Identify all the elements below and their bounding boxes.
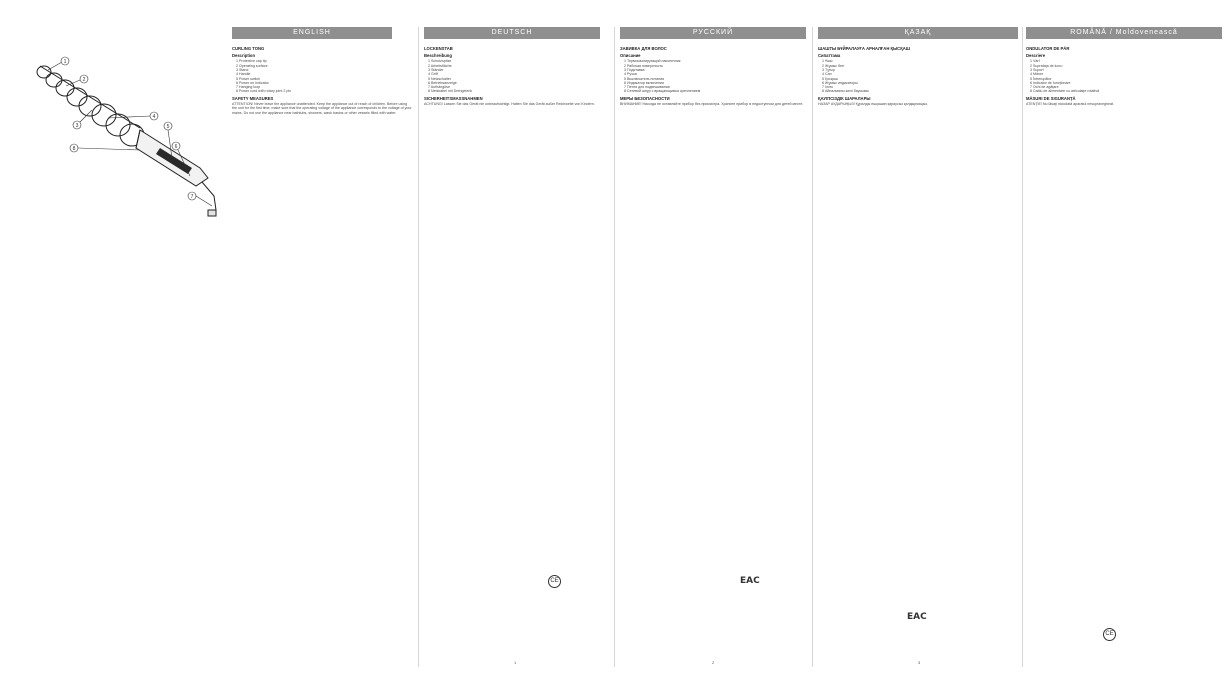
callout-markers	[61, 57, 196, 200]
body-text: ATTENTION! Never leave the appliance unattended. Keep the appliance out of reach of children. Before using the unit for the first time, make sure that the operating voltage of the appliance corresponds to the voltage of your mains. Do not use the appliance near bathtubs, showers, wash basins or other vessels filled with water.	[232, 101, 412, 115]
subheading: SICHERHEITSMASSNAHMEN	[424, 95, 483, 101]
callout-1: 1	[63, 59, 67, 65]
list-item: 5 Netzschalter	[428, 76, 451, 81]
list-item: 3 Suport	[1030, 68, 1044, 72]
list-item: 8 Сетевой шнур с вращающимся креплением	[624, 89, 701, 94]
list-item: 8 Netzkabel mit Drehgelenk	[428, 89, 473, 94]
page-number: 2	[712, 660, 715, 665]
fold-line	[418, 27, 419, 667]
eac-mark-icon: EAC	[907, 612, 927, 622]
callout-2: 2	[82, 77, 86, 83]
list-item: 5 Выключатель питания	[624, 76, 665, 81]
list-item: 1 Protective cap tip	[236, 59, 267, 64]
list-item: 8 Power cord with rotary joint 2 pin	[236, 89, 292, 94]
list-item: 8 Айналмалы желі баусымы	[822, 89, 869, 94]
subheading: Description	[232, 53, 256, 59]
subheading: Descriere	[1026, 53, 1046, 59]
section-title: ҚАЗАҚ	[904, 29, 932, 36]
subheading: Beschreibung	[424, 53, 452, 59]
heading: LOCKENSTAB	[424, 46, 453, 51]
callout-5: 5	[166, 124, 170, 130]
callout-7: 7	[190, 194, 194, 200]
section-band-deutsch	[424, 27, 600, 39]
callout-8: 8	[72, 146, 76, 152]
heading: ЗАВИВКА ДЛЯ ВОЛОС	[620, 46, 667, 51]
list-item: 7 Ochi de agăţare	[1030, 85, 1059, 90]
list-item: 5 Întrerupător	[1030, 76, 1052, 81]
subheading: MĂSURI DE SIGURANŢĂ	[1026, 95, 1076, 101]
section-title: ROMÂNĂ / Moldovenească	[1070, 29, 1178, 36]
subheading: Сипаттама	[818, 53, 841, 59]
list-item: 4 Handle	[236, 72, 251, 77]
column-romanian	[1026, 44, 1222, 694]
list-item: 7 Hanging loop	[236, 85, 261, 90]
subheading: SAFETY MEASURES	[232, 95, 274, 101]
list-item: 2 Жұмыс беті	[822, 63, 845, 68]
list-item: 1 Vârf	[1030, 59, 1040, 64]
eac-mark-icon: EAC	[740, 576, 760, 586]
list-item: 2 Arbeitsfläche	[428, 63, 452, 68]
callout-3: 3	[75, 123, 79, 129]
subheading: МЕРЫ БЕЗОПАСНОСТИ	[620, 95, 670, 101]
list-item: 4 Ручка	[624, 72, 637, 77]
subheading: Описание	[620, 53, 641, 59]
callout-6: 6	[174, 144, 178, 150]
list-item: 2 Operating surface	[236, 63, 268, 68]
ce-mark-icon: CE	[548, 575, 561, 588]
body-text: ВНИМАНИЕ! Никогда не оставляйте прибор без присмотра. Храните прибор в недоступном для детей месте.	[620, 101, 804, 106]
heading: ШАШТЫ БҰЙРАЛАУҒА АРНАЛҒАН ҚЫСҚАШ	[818, 46, 910, 51]
list-item: 4 Griff	[428, 72, 438, 77]
section-title: DEUTSCH	[491, 29, 533, 36]
section-band-romanian	[1026, 27, 1222, 39]
body-text: НАЗАР АУДАРЫҢЫЗ! Құралды ешқашан қараусыз қалдырмаңыз.	[818, 101, 928, 106]
page-number: 3	[918, 660, 921, 665]
list-item: 4 Mâner	[1030, 72, 1044, 77]
curling-barrel	[37, 66, 144, 146]
list-item: 2 Рабочая поверхность	[624, 63, 663, 68]
list-item: 4 Сап	[822, 72, 832, 77]
column-kazakh	[818, 44, 1016, 694]
section-band-english	[232, 27, 392, 39]
product-illustration	[0, 0, 230, 694]
heading: CURLING TONG	[232, 46, 265, 51]
list-item: 1 Schutzspitze	[428, 59, 452, 64]
list-item: 2 Suprafaţa de lucru	[1030, 63, 1063, 68]
list-item: 6 Индикатор включения	[624, 80, 664, 85]
list-item: 6 Жұмыс индикаторы	[822, 80, 858, 85]
list-item: 7 Петля для подвешивания	[624, 85, 670, 90]
list-item: 7 Ілгек	[822, 85, 833, 90]
fold-line	[1022, 27, 1023, 667]
section-title: ENGLISH	[293, 29, 331, 36]
fold-line	[614, 27, 615, 667]
column-english	[232, 44, 412, 694]
curling-tong-drawing	[0, 0, 230, 694]
body-text: ATENŢIE! Nu lăsaţi niciodată aparatul nesupravegheat.	[1026, 101, 1115, 106]
ce-mark-icon: CE	[1103, 628, 1116, 641]
section-band-kazakh	[818, 27, 1018, 39]
list-item: 3 Ständer	[428, 68, 444, 72]
power-cord	[202, 182, 216, 216]
list-item: 1 Ұшы	[822, 59, 833, 64]
list-item: 5 Қосқыш	[822, 76, 838, 81]
list-item: 3 Подставка	[624, 68, 645, 72]
list-item: 6 Indicator de funcţionare	[1030, 80, 1071, 85]
list-item: 3 Тұғыр	[822, 68, 835, 72]
list-item: 7 Aufhängöse	[428, 85, 450, 90]
column-russian	[620, 44, 806, 694]
subheading: ҚАУІПСІЗДІК ШАРАЛАРЫ	[818, 95, 871, 101]
list-item: 1 Термоизолирующий наконечник	[624, 59, 681, 64]
list-item: 6 Betriebsanzeige	[428, 80, 457, 85]
fold-line	[812, 27, 813, 667]
page-number: 1	[514, 660, 517, 665]
list-item: 6 Power on indicator	[236, 80, 269, 85]
section-band-russian	[620, 27, 806, 39]
callout-4: 4	[152, 114, 156, 120]
list-item: 3 Stand	[236, 68, 249, 72]
list-item: 8 Cablu de alimentare cu articulaţie rotativă	[1030, 89, 1100, 94]
column-deutsch	[424, 44, 606, 694]
body-text: ACHTUNG! Lassen Sie das Gerät nie unbeaufsichtigt. Halten Sie das Gerät außer Reichweite von Kindern.	[424, 101, 595, 106]
list-item: 5 Power switch	[236, 76, 261, 81]
heading: ONDULATOR DE PĂR	[1026, 46, 1070, 51]
section-title: РУССКИЙ	[692, 29, 734, 36]
